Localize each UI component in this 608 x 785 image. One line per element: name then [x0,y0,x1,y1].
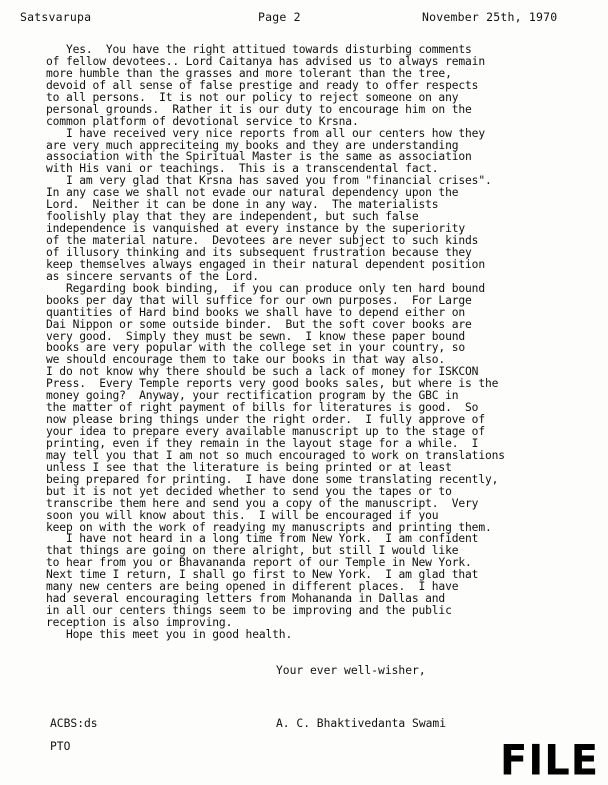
body-line: books are very popular with the college set in your country, so [46,341,466,355]
letter-body [46,44,586,641]
header-recipient: Satsvarupa [20,10,92,24]
body-line: to all persons. It is not our policy to reject someone on any [46,90,459,104]
body-line: we should encourage them to take our books in that way also. [46,353,446,367]
pto-note: PTO [50,740,71,753]
body-line: transcribe them here and send you a copy of the manuscript. Very [46,496,479,510]
body-line: reception is also improving. [46,616,233,629]
reference-initials: ACBS:ds [50,717,98,730]
body-line: Press. Every Temple reports very good books sales, but where is the [46,377,499,391]
body-line: association with the Spiritual Master is the same as association [46,150,472,164]
body-line: are very much appreciteing my books and they are understanding [46,138,459,152]
body-line: I do not know why there should be such a lack of money for ISKCON [46,365,479,379]
body-line: foolishly play that they are independent, but such false [46,210,419,224]
body-line: personal grounds. Rather it is our duty to encourage him on the [46,102,472,116]
body-line: being prepared for printing. I have done some translating recently, [46,472,499,486]
body-line: unless I see that the literature is being printed or at least [46,460,452,474]
body-line: quantities of Hard bind books we shall have to depend either on [46,305,466,319]
body-line: books per day that will suffice for our own purposes. For Large [46,293,472,307]
body-line: of fellow devotees.. Lord Caitanya has advised us to always remain [46,54,485,68]
signature-name: A. C. Bhaktivedanta Swami [276,717,447,730]
header-date: November 25th, 1970 [422,10,558,24]
body-line: I have not heard in a long time from New York. I am confident [46,532,479,546]
body-line: Next time I return, I shall go first to New York. I am glad that [46,568,479,582]
body-line: the matter of right payment of bills for literatures is good. So [46,401,479,415]
page-header [20,10,590,26]
body-line: but it is not yet decided whether to send you the tapes or to [46,484,452,498]
body-line: money going? Anyway, your rectification program by the GBC in [46,389,459,403]
body-line: Hope this meet you in good health. [46,627,293,641]
body-line: common platform of devotional service to Krsna. [46,114,359,128]
body-line: Dai Nippon or some outside binder. But the soft cover books are [46,317,472,331]
body-line: of illusory thinking and its subsequent frustration because they [46,245,472,259]
body-line: had several encouraging letters from Mohananda in Dallas and [46,592,446,606]
body-line: with His vani or teachings. This is a transcendental fact. [46,162,439,176]
body-line: to hear from you or Bhavananda report of our Temple in New York. [46,556,472,570]
body-line: that things are going on there alright, but still I would like [46,544,459,558]
body-line: Yes. You have the right attitued towards disturbing comments [46,43,472,56]
body-line: Regarding book binding, if you can produce only ten hard bound [46,281,485,295]
body-line: very good. Simply they must be sewn. I know these paper bound [46,329,466,343]
body-line: more humble than the grasses and more tolerant than the tree, [46,66,452,80]
body-line: in all our centers things seem to be improving and the public [46,604,452,618]
body-line: I have received very nice reports from all our centers how they [46,126,485,140]
body-line: now please bring things under the right order. I fully approve of [46,413,485,427]
header-page-number: Page 2 [258,10,301,24]
body-line: many new centers are being opened in different places. I have [46,580,459,594]
body-line: independence is vanquished at every instance by the superiority [46,222,466,236]
body-line: I am very glad that Krsna has saved you from "financial crises". [46,174,492,188]
body-line: keep on with the work of readying my manuscripts and printing them. [46,520,492,534]
body-line: soon you will know about this. I will be encouraged if you [46,508,439,522]
body-line: In any case we shall not evade our natural dependency upon the [46,186,459,200]
body-line: keep themselves always engaged in their natural dependent position [46,257,485,271]
file-stamp: FILE [500,736,600,785]
body-line: your idea to prepare every available manuscript up to the stage of [46,425,485,438]
body-line: printing, even if they remain in the layout stage for a while. I [46,436,479,450]
body-line: of the material nature. Devotees are never subject to such kinds [46,234,479,247]
body-line: devoid of all sense of false prestige and ready to offer respects [46,78,479,92]
body-line: Lord. Neither it can be done in any way. The materialists [46,198,439,212]
body-line: as sincere servants of the Lord. [46,269,259,283]
body-line: may tell you that I am not so much encouraged to work on translations [46,448,505,462]
closing-line: Your ever well-wisher, [276,664,426,677]
